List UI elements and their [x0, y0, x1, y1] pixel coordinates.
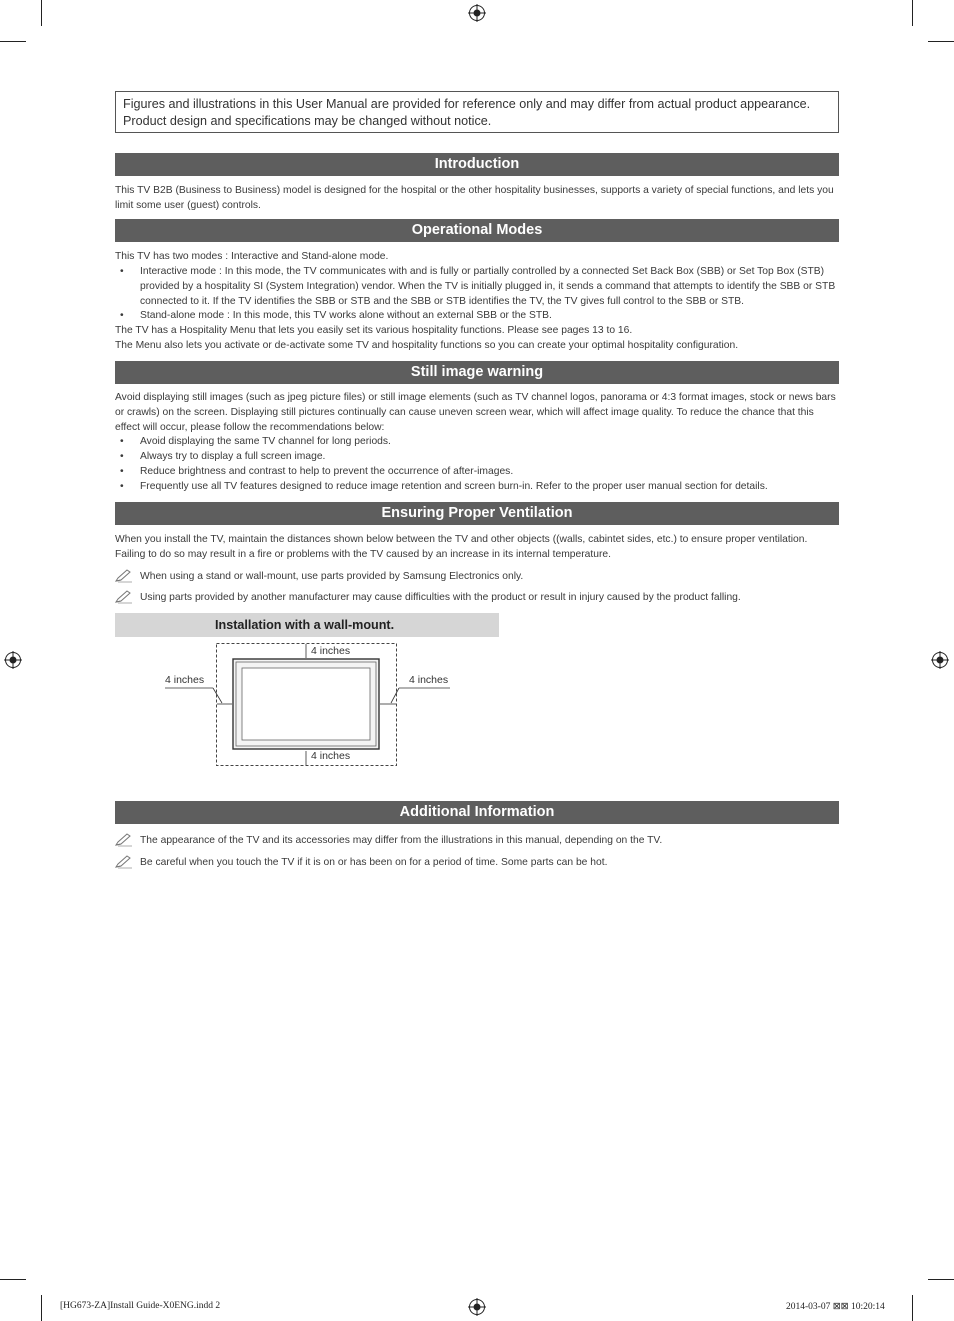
paragraph: Avoid displaying still images (such as jpeg picture files) or still image elements (such as TV channel logos, panorama or 4:3 format images, stock or news bars or crawls) on the screen. Displaying still pictures continually can cause uneven screen wear, which will affect image quality. To reduce the chance that this effect will occur, please follow the recommendations below: [115, 392, 836, 433]
list-item: • Frequently use all TV features designed to reduce image retention and screen burn-in. Refer to the proper user manual section for details. [115, 480, 839, 495]
note-text: Be careful when you touch the TV if it is on or has been on for a period of time. Some parts can be hot. [140, 856, 608, 868]
crop-mark [0, 1279, 26, 1280]
clearance-label-left: 4 inches [165, 674, 205, 687]
crop-mark [0, 41, 26, 42]
footer-filename: [HG673-ZA]Install Guide-X0ENG.indd 2 [60, 1301, 221, 1311]
still-image-text [115, 391, 839, 494]
crop-mark [912, 0, 913, 26]
note-item [115, 570, 839, 585]
section-heading-additional-information: Additional Information [115, 801, 839, 824]
operational-modes-text [115, 250, 839, 353]
introduction-text [115, 184, 839, 213]
pencil-note-icon [115, 833, 133, 847]
registration-mark-icon [468, 1298, 486, 1316]
note-text: The appearance of the TV and its accessories may differ from the illustrations in this manual, depending on the TV. [140, 835, 663, 847]
disclaimer-box: Figures and illustrations in this User Manual are provided for reference only and may differ from actual product appearance. Product design and specifications may be changed without notice. [115, 91, 839, 133]
paragraph: When you install the TV, maintain the distances shown below between the TV and other objects ((walls, cabintet sides, etc.) to ensure proper ventilation. Failing to do so may result in a fire or problems with the TV caused by an increase in its internal temperature. [115, 534, 808, 560]
ventilation-text [115, 533, 839, 562]
note-item [115, 591, 839, 606]
bullet-list [115, 265, 839, 324]
footer-timestamp: 2014-03-07 ⊠⊠ 10:20:14 [786, 1302, 885, 1312]
note-text: Using parts provided by another manufacturer may cause difficulties with the product or result in injury caused by the product falling. [140, 592, 741, 604]
pencil-note-icon [115, 855, 133, 869]
paragraph: This TV B2B (Business to Business) model is designed for the hospital or the other hospitality businesses, supports a variety of special functions, and lets you limit some user (guest) controls. [115, 185, 834, 211]
crop-mark [912, 1295, 913, 1321]
clearance-label-bottom: 4 inches [311, 750, 351, 763]
section-heading-operational-modes: Operational Modes [115, 219, 839, 242]
registration-mark-icon [4, 651, 22, 669]
registration-mark-icon [931, 651, 949, 669]
wall-mount-subheading: Installation with a wall-mount. [115, 613, 499, 637]
crop-mark [41, 1295, 42, 1321]
clearance-label-top: 4 inches [311, 645, 351, 658]
clearance-label-right: 4 inches [409, 674, 449, 687]
note-item [115, 834, 839, 849]
ventilation-diagram [115, 643, 515, 783]
bullet-list [115, 435, 839, 494]
list-item: • Avoid displaying the same TV channel for long periods. [115, 435, 839, 450]
paragraph: This TV has two modes : Interactive and Stand-alone mode. [115, 251, 389, 263]
paragraph: The TV has a Hospitality Menu that lets you easily set its various hospitality functions. Please see pages 13 to 16. [115, 324, 633, 336]
section-heading-ventilation: Ensuring Proper Ventilation [115, 502, 839, 525]
list-item: • Reduce brightness and contrast to help to prevent the occurrence of after-images. [115, 465, 839, 480]
note-text: When using a stand or wall-mount, use parts provided by Samsung Electronics only. [140, 570, 524, 582]
crop-mark [928, 1279, 954, 1280]
crop-mark [928, 41, 954, 42]
pencil-note-icon [115, 590, 133, 604]
page-content [115, 91, 839, 870]
section-heading-still-image-warning: Still image warning [115, 361, 839, 384]
crop-mark [41, 0, 42, 26]
note-item [115, 856, 839, 871]
registration-mark-icon [468, 4, 486, 22]
paragraph: The Menu also lets you activate or de-activate some TV and hospitality functions so you can create your optimal hospitality configuration. [115, 339, 739, 351]
list-item: • Always try to display a full screen image. [115, 450, 839, 465]
section-heading-introduction: Introduction [115, 153, 839, 176]
list-item: • Interactive mode : In this mode, the TV communicates with and is fully or partially controlled by a connected Set Back Box (SBB) or Set Top Box (STB) provided by a hospitality SI (System Integration) vendor. When the TV is initially plugged in, it sends a command that attempts to identify the SBB or STB connected to it. If the TV identifies the SBB or STB and the SBB or STB identifies the TV, the TV gives full control to the SBB or STB. [115, 265, 839, 309]
pencil-note-icon [115, 569, 133, 583]
list-item: • Stand-alone mode : In this mode, this TV works alone without an external SBB or the STB. [115, 309, 839, 324]
